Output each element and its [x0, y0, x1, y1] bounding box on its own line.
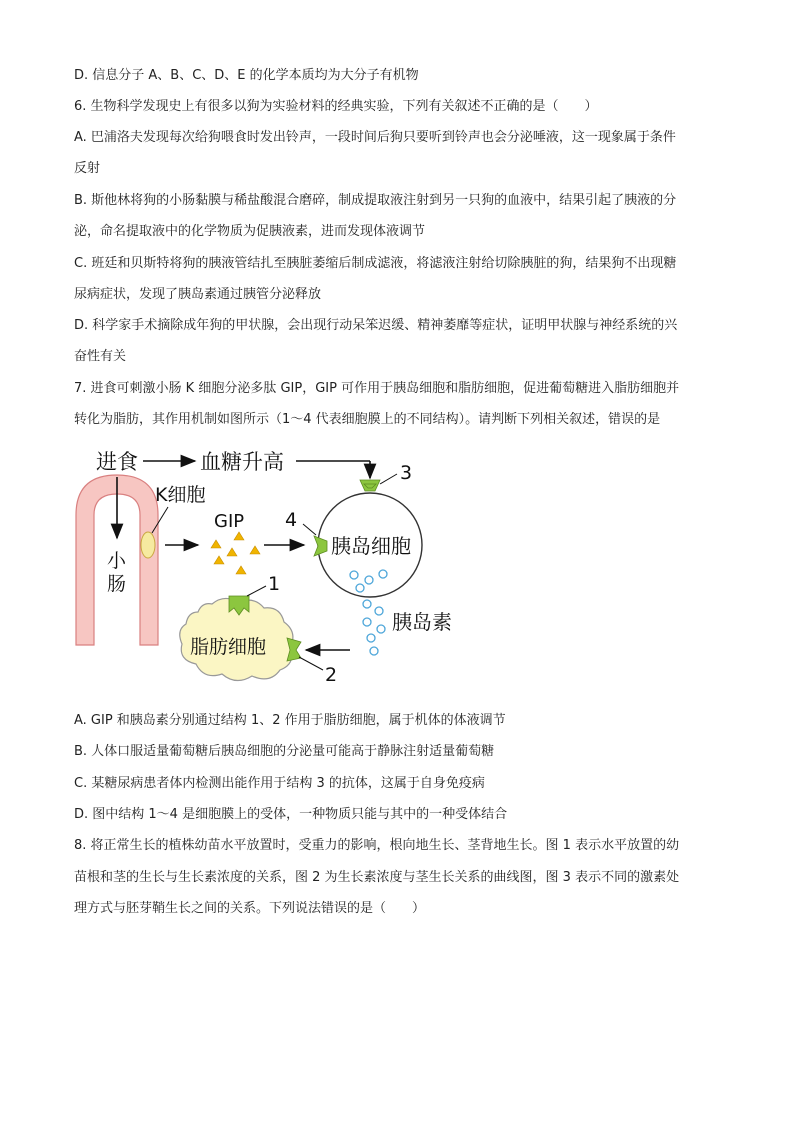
text-line-6: 泌，命名提取液中的化学物质为促胰液素，进而发现体液调节	[74, 224, 426, 239]
receptor-1-number: 1	[268, 573, 281, 595]
small-intestine-label-1: 小	[107, 550, 127, 572]
fat-cell-label: 脂肪细胞	[190, 636, 267, 658]
text-line-2: 6. 生物科学发现史上有很多以狗为实验材料的经典实验，下列有关叙述不正确的是（ ）	[74, 99, 598, 114]
islet-cell-label: 胰岛细胞	[331, 534, 411, 558]
insulin-dot	[377, 625, 385, 633]
gip-triangle	[236, 566, 246, 574]
gip-label: GIP	[214, 511, 245, 532]
insulin-dot	[363, 600, 371, 608]
gip-triangle	[214, 556, 224, 564]
insulin-dot	[363, 618, 371, 626]
gip-triangle	[211, 540, 221, 548]
text-line-7: C. 班廷和贝斯特将狗的胰液管结扎至胰脏萎缩后制成滤液，将滤液注射给切除胰脏的狗，结果狗不出现糖	[74, 256, 677, 271]
receptor-1-pointer	[247, 586, 266, 596]
receptor-4-number: 4	[285, 509, 298, 531]
receptor-4-pointer	[303, 524, 316, 535]
k-cell	[141, 532, 155, 558]
text-line-12: 转化为脂肪，其作用机制如图所示（1～4 代表细胞膜上的不同结构）。请判断下列相关叙述，错误的是	[74, 412, 661, 427]
receptor-3-pointer	[380, 474, 397, 484]
gip-triangle	[234, 532, 244, 540]
receptor-3	[360, 480, 380, 491]
insulin-dot	[379, 570, 387, 578]
receptor-2-number: 2	[325, 664, 338, 686]
insulin-dot	[350, 571, 358, 579]
insulin-dot	[375, 607, 383, 615]
k-cell-label: K细胞	[155, 484, 206, 506]
insulin-dot	[356, 584, 364, 592]
insulin-dot	[367, 634, 375, 642]
eat-label: 进食	[96, 450, 138, 474]
blood-sugar-label: 血糖升高	[200, 450, 284, 474]
gip-molecules	[211, 532, 260, 574]
small-intestine-label-2: 肠	[107, 573, 127, 595]
gip-triangle	[227, 548, 237, 556]
text-line-3: A. 巴浦洛夫发现每次给狗喂食时发出铃声，一段时间后狗只要听到铃声也会分泌唾液，这一现象属于条件	[74, 130, 676, 145]
text-line-q8-2: 苗根和茎的生长与生长素浓度的关系，图 2 为生长素浓度与茎生长关系的曲线图，图 3 表示不同的激素处	[74, 870, 680, 885]
insulin-label: 胰岛素	[392, 610, 452, 634]
text-line-11: 7. 进食可刺激小肠 K 细胞分泌多肽 GIP，GIP 可作用于胰岛细胞和脂肪细胞，促进葡萄糖进入脂肪细胞并	[74, 381, 680, 396]
text-line-4: 反射	[74, 161, 101, 176]
text-line-1: D. 信息分子 A、B、C、D、E 的化学本质均为大分子有机物	[74, 68, 419, 83]
option-c: C. 某糖尿病患者体内检测出能作用于结构 3 的抗体，这属于自身免疫病	[74, 776, 485, 791]
gip-triangle	[250, 546, 260, 554]
option-a: A. GIP 和胰岛素分别通过结构 1、2 作用于脂肪细胞，属于机体的体液调节	[74, 713, 506, 728]
text-line-9: D. 科学家手术摘除成年狗的甲状腺，会出现行动呆笨迟缓、精神萎靡等症状，证明甲状腺与神经系统的兴	[74, 318, 678, 333]
text-line-8: 尿病症状，发现了胰岛素通过胰管分泌释放	[74, 287, 322, 302]
text-line-q8-1: 8. 将正常生长的植株幼苗水平放置时，受重力的影响，根向地生长、茎背地生长。图 1 表示水平放置的幼	[74, 838, 680, 853]
receptor-2-pointer	[299, 657, 323, 670]
text-line-5: B. 斯他林将狗的小肠黏膜与稀盐酸混合磨碎，制成提取液注射到另一只狗的血液中，结果引起了胰液的分	[74, 193, 677, 208]
option-d: D. 图中结构 1～4 是细胞膜上的受体，一种物质只能与其中的一种受体结合	[74, 807, 508, 822]
option-b: B. 人体口服适量葡萄糖后胰岛细胞的分泌量可能高于静脉注射适量葡萄糖	[74, 744, 495, 759]
insulin-dot	[370, 647, 378, 655]
text-line-q8-3: 理方式与胚芽鞘生长之间的关系。下列说法错误的是（ ）	[74, 901, 426, 916]
insulin-dot	[365, 576, 373, 584]
receptor-3-number: 3	[400, 462, 413, 484]
text-line-10: 奋性有关	[74, 349, 127, 364]
